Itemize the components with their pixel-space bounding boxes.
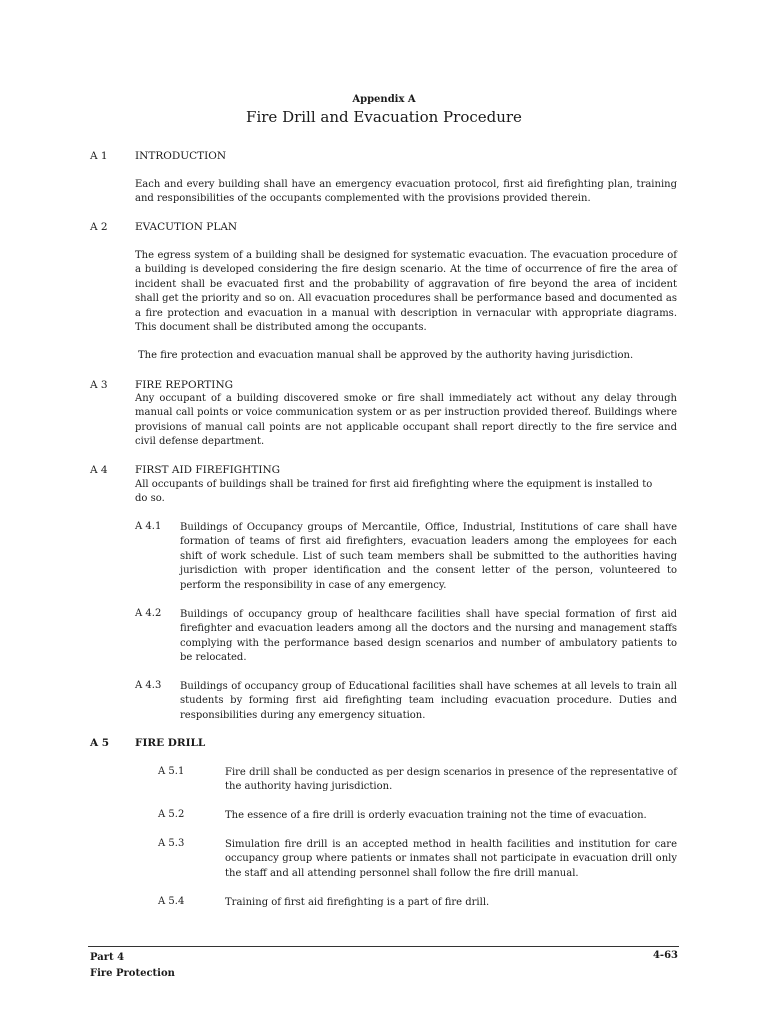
subsection-number-a5-1: A 5.1 — [158, 766, 185, 777]
subsection-number-a5-2: A 5.2 — [158, 809, 185, 820]
subsection-number-a5-3: A 5.3 — [158, 838, 185, 849]
section-number-a5: A 5 — [90, 737, 110, 749]
paragraph-fire-reporting: Any occupant of a building discovered smoke or fire shall immediately act without any delay through manual call points or voice communication system or as per instruction provided thereof. Buildings where provisions of manual call points are not applicable occupant shall report directly to the fire service and civil defense department. — [135, 393, 677, 448]
section-number-a3: A 3 — [90, 379, 108, 391]
paragraph-first-aid-firefighting: All occupants of buildings shall be trained for first aid firefighting where the equipment is installed to do so. — [135, 479, 653, 505]
subsection-text-a5-2: The essence of a fire drill is orderly evacuation training not the time of evacuation. — [225, 810, 647, 821]
section-heading-first-aid-firefighting: FIRST AID FIREFIGHTING — [135, 464, 281, 476]
footer-divider — [88, 946, 679, 947]
subsection-text-a5-3: Simulation fire drill is an accepted method in health facilities and institution for care occupancy group where patients or inmates shall not participate in evacuation drill only the staff and all attending personnel shall follow the fire drill manual. — [225, 839, 677, 879]
section-heading-introduction: INTRODUCTION — [135, 150, 227, 162]
footer-part-label: Part 4 — [90, 952, 125, 963]
section-heading-fire-drill: FIRE DRILL — [135, 737, 206, 749]
subsection-number-a4-2: A 4.2 — [135, 608, 162, 619]
section-number-a4: A 4 — [90, 464, 108, 476]
subsection-text-a5-1: Fire drill shall be conducted as per design scenarios in presence of the representative of the authority having jurisdiction. — [225, 767, 677, 793]
paragraph-evacuation-plan: The egress system of a building shall be designed for systematic evacuation. The evacuation procedure of a building is developed considering the fire design scenario. At the time of occurrence of fire the area of incident shall be evacuated first and the probability of aggravation of fire beyond the area of incident shall get the priority and so on. All evacuation procedures shall be performance based and documented as a fire protection and evacuation in a manual with description in vernacular with appropriate diagrams. This document shall be distributed among the occupants. — [135, 250, 677, 334]
page-title: Fire Drill and Evacuation Procedure — [246, 108, 522, 126]
paragraph-introduction: Each and every building shall have an emergency evacuation protocol, first aid firefighting plan, training and responsibilities of the occupants complemented with the provisions provided therein. — [135, 179, 677, 205]
section-number-a1: A 1 — [90, 150, 108, 162]
subsection-number-a4-3: A 4.3 — [135, 680, 162, 691]
section-heading-fire-reporting: FIRE REPORTING — [135, 379, 234, 391]
appendix-label: Appendix A — [352, 94, 416, 105]
section-heading-evacuation-plan: EVACUTION PLAN — [135, 221, 238, 233]
footer-left — [90, 950, 175, 982]
footer-section-label: Fire Protection — [90, 968, 175, 979]
subsection-number-a5-4: A 5.4 — [158, 896, 185, 907]
subsection-text-a4-3: Buildings of occupancy group of Educational facilities shall have schemes at all levels to train all students by forming first aid firefighting team including evacuation procedure. Duties and responsibilities during any emergency situation. — [180, 681, 677, 721]
subsection-text-a4-1: Buildings of Occupancy groups of Mercantile, Office, Industrial, Institutions of care shall have formation of teams of first aid firefighters, evacuation leaders among the employees for each shift of work schedule. List of such team members shall be submitted to the authorities having jurisdiction with proper identification and the consent letter of the person, volunteered to perform the responsibility in case of any emergency. — [180, 522, 677, 591]
paragraph-evacuation-manual: The fire protection and evacuation manual shall be approved by the authority having jurisdiction. — [138, 350, 634, 361]
section-number-a2: A 2 — [90, 221, 108, 233]
subsection-number-a4-1: A 4.1 — [135, 521, 162, 532]
subsection-text-a5-4: Training of first aid firefighting is a part of fire drill. — [225, 897, 490, 908]
page-number: 4-63 — [652, 950, 678, 961]
subsection-text-a4-2: Buildings of occupancy group of healthcare facilities shall have special formation of first aid firefighter and evacuation leaders among all the doctors and the nursing and management staffs complying with the performance based design scenarios and number of ambulatory patients to be relocated. — [180, 609, 677, 664]
